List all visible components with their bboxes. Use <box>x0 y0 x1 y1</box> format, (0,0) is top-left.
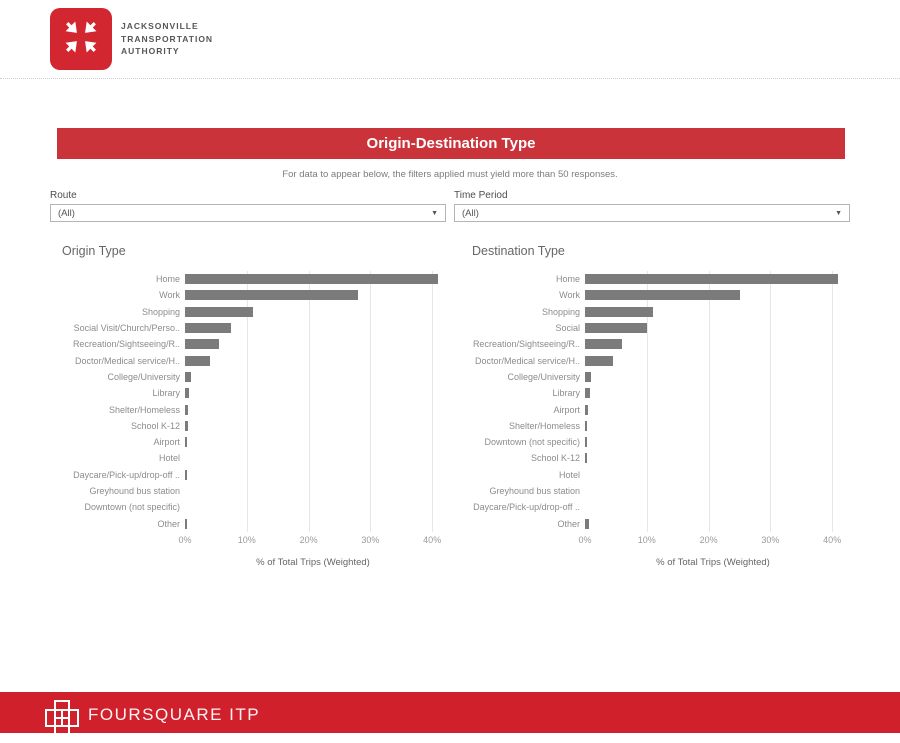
chart-title: Origin Type <box>62 244 126 258</box>
brand-name <box>121 20 213 58</box>
x-axis-title: % of Total Trips (Weighted) <box>256 556 370 568</box>
bar[interactable] <box>585 421 587 431</box>
bar[interactable] <box>585 453 587 463</box>
bar-row <box>185 434 441 450</box>
bar-row <box>185 483 441 499</box>
bar[interactable] <box>185 323 231 333</box>
category-label: Airport <box>553 404 580 415</box>
bar-row <box>185 271 441 287</box>
category-label: Social Visit/Church/Perso.. <box>73 323 180 334</box>
jta-pinwheel-icon <box>58 14 104 65</box>
time-period-filter <box>454 190 850 222</box>
category-axis <box>460 271 585 568</box>
bar[interactable] <box>185 274 438 284</box>
route-filter-label: Route <box>50 190 77 201</box>
category-label: Other <box>557 518 580 529</box>
category-label: Social <box>555 323 580 334</box>
plot-area <box>185 271 441 532</box>
bar-row <box>585 499 841 515</box>
bar-row <box>185 401 441 417</box>
filter-note: For data to appear below, the filters applied must yield more than 50 responses. <box>282 169 618 180</box>
category-label: Library <box>152 388 180 399</box>
bar[interactable] <box>185 307 253 317</box>
bar[interactable] <box>185 339 219 349</box>
bar-row <box>185 304 441 320</box>
x-axis-ticks <box>578 534 842 549</box>
axis-tick-label: 20% <box>699 534 718 545</box>
x-axis-ticks <box>178 534 442 549</box>
bar[interactable] <box>585 437 587 447</box>
bar-row <box>585 271 841 287</box>
category-label: Daycare/Pick-up/drop-off .. <box>73 469 180 480</box>
category-label: Shopping <box>141 306 180 317</box>
bar[interactable] <box>185 470 187 480</box>
bar[interactable] <box>185 519 187 529</box>
bar[interactable] <box>585 405 588 415</box>
bar-row <box>585 483 841 499</box>
bar-row <box>185 467 441 483</box>
brand-line: TRANSPORTATION <box>121 33 214 44</box>
app-header <box>0 0 900 79</box>
axis-tick-label: 40% <box>823 534 842 545</box>
origin-type-chart <box>50 244 441 568</box>
chart-title: Destination Type <box>472 244 565 258</box>
route-dropdown[interactable] <box>50 204 446 222</box>
bar[interactable] <box>185 372 191 382</box>
bar-row <box>585 385 841 401</box>
time-period-dropdown[interactable] <box>454 204 850 222</box>
title-banner <box>57 128 845 159</box>
bar-row <box>185 418 441 434</box>
axis-tick-label: 30% <box>361 534 380 545</box>
bar-row <box>585 304 841 320</box>
bar-row <box>185 450 441 466</box>
x-axis-title: % of Total Trips (Weighted) <box>656 556 770 568</box>
bar[interactable] <box>585 323 647 333</box>
category-label: Work <box>159 290 180 301</box>
bar[interactable] <box>185 356 210 366</box>
category-label: Recreation/Sightseeing/R.. <box>472 339 580 350</box>
time-period-dropdown-value: (All) <box>462 207 479 219</box>
category-label: Doctor/Medical service/H.. <box>474 355 580 366</box>
bar[interactable] <box>585 519 589 529</box>
category-label: School K-12 <box>530 453 580 464</box>
bar-row <box>585 434 841 450</box>
bar-row <box>585 320 841 336</box>
category-label: Downtown (not specific) <box>484 437 580 448</box>
plot-area <box>585 271 841 532</box>
category-label: Shelter/Homeless <box>108 404 180 415</box>
page-title: Origin-Destination Type <box>366 135 536 152</box>
brand-line: JACKSONVILLE <box>121 20 199 31</box>
category-label: Greyhound bus station <box>89 486 180 496</box>
time-period-filter-label: Time Period <box>454 190 508 201</box>
category-label: Home <box>155 274 180 285</box>
bar-row <box>185 515 441 531</box>
bar-row <box>185 287 441 303</box>
category-label: College/University <box>507 371 580 382</box>
bar[interactable] <box>585 356 613 366</box>
category-label: Recreation/Sightseeing/R.. <box>72 339 180 350</box>
bar-row <box>585 369 841 385</box>
category-label: Work <box>559 290 580 301</box>
route-filter <box>50 190 446 222</box>
category-label: Other <box>157 518 180 529</box>
charts-area <box>50 244 841 568</box>
destination-type-chart <box>460 244 841 568</box>
category-label: Airport <box>153 437 180 448</box>
axis-tick-label: 20% <box>299 534 318 545</box>
chevron-down-icon: ▼ <box>431 209 438 217</box>
bar[interactable] <box>185 290 358 300</box>
axis-tick-label: 0% <box>178 534 192 545</box>
category-label: Downtown (not specific) <box>84 502 180 513</box>
bar[interactable] <box>185 437 187 447</box>
bar[interactable] <box>585 339 622 349</box>
axis-tick-label: 10% <box>637 534 656 545</box>
bar-row <box>185 336 441 352</box>
category-label: Shopping <box>541 306 580 317</box>
category-label: Hotel <box>158 453 180 464</box>
bar-row <box>185 369 441 385</box>
bar-row <box>585 401 841 417</box>
bar[interactable] <box>185 388 189 398</box>
bar[interactable] <box>585 290 740 300</box>
category-label: Doctor/Medical service/H.. <box>74 355 180 366</box>
axis-tick-label: 0% <box>578 534 592 545</box>
category-label: Hotel <box>558 469 580 480</box>
category-label: School K-12 <box>130 420 180 431</box>
bar[interactable] <box>585 274 838 284</box>
bar-row <box>585 336 841 352</box>
category-label: Home <box>555 274 580 285</box>
bar-row <box>185 320 441 336</box>
route-dropdown-value: (All) <box>58 207 75 219</box>
category-label: College/University <box>107 371 180 382</box>
bar-row <box>585 418 841 434</box>
app-footer <box>0 692 900 733</box>
category-label: Shelter/Homeless <box>508 420 580 431</box>
bar-row <box>585 450 841 466</box>
foursquare-itp-icon <box>44 698 80 738</box>
bar-row <box>185 352 441 368</box>
bar[interactable] <box>185 405 188 415</box>
bar-row <box>185 499 441 515</box>
category-label: Library <box>552 388 580 399</box>
bar-row <box>585 467 841 483</box>
category-label: Greyhound bus station <box>489 486 580 496</box>
bar-row <box>585 515 841 531</box>
bar-row <box>585 287 841 303</box>
bar[interactable] <box>585 388 590 398</box>
brand-line: AUTHORITY <box>121 46 180 57</box>
category-axis <box>50 271 185 568</box>
bar[interactable] <box>185 421 188 431</box>
axis-tick-label: 40% <box>423 534 442 545</box>
axis-tick-label: 30% <box>761 534 780 545</box>
category-label: Daycare/Pick-up/drop-off .. <box>473 502 580 513</box>
bar[interactable] <box>585 307 653 317</box>
axis-tick-label: 10% <box>237 534 256 545</box>
bar[interactable] <box>585 372 591 382</box>
jta-logo <box>50 8 112 70</box>
bar-row <box>585 352 841 368</box>
bar-row <box>185 385 441 401</box>
filter-bar <box>50 190 850 222</box>
footer-brand-name: FOURSQUARE ITP <box>88 705 261 724</box>
chevron-down-icon: ▼ <box>835 209 842 217</box>
